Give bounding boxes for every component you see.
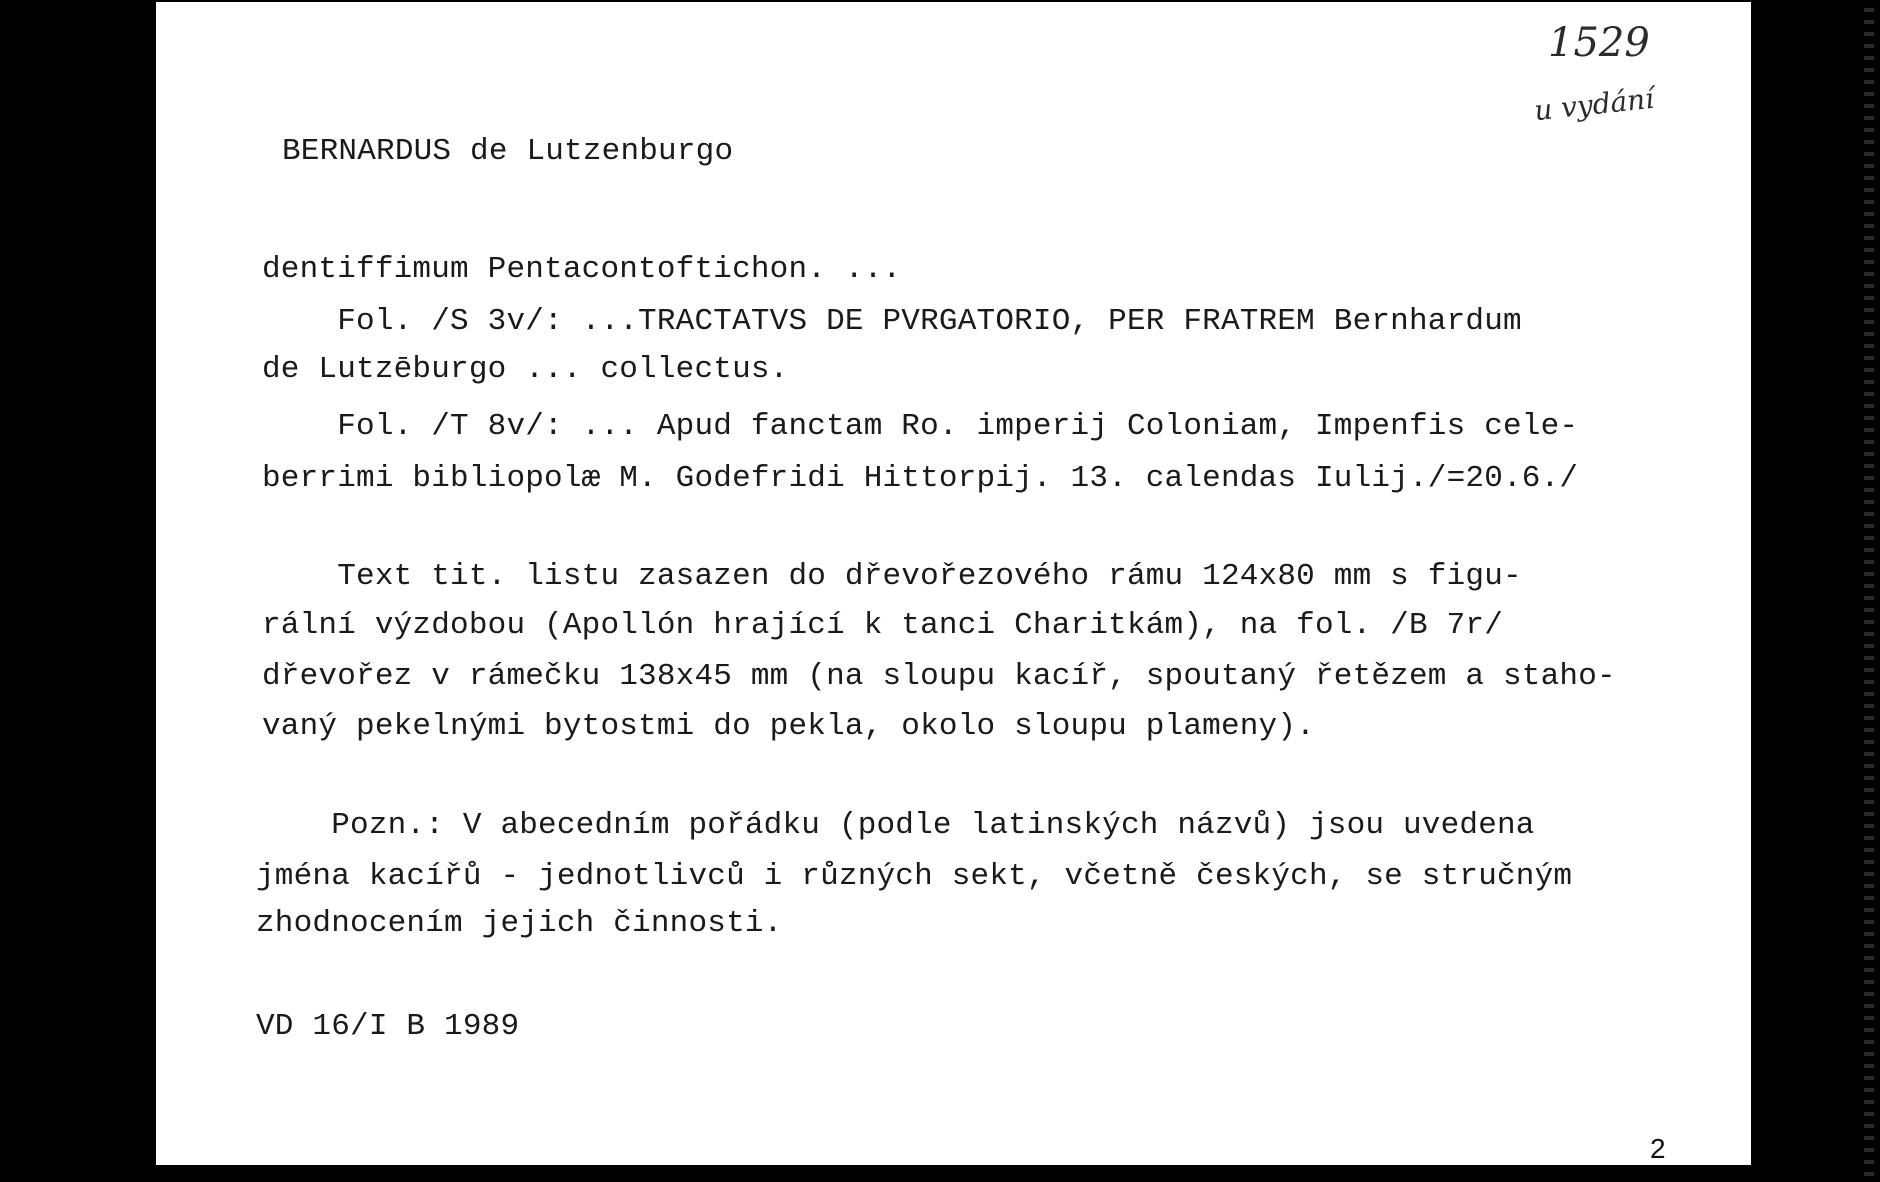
title-line: Fol. /S 3v/: ...TRACTATVS DE PVRGATORIO, PER FRATREM Bernhardum — [262, 304, 1522, 339]
author-heading: BERNARDUS de Lutzenburgo — [282, 134, 734, 169]
description-line: dřevořez v rámečku 138x45 mm (na sloupu kacíř, spoutaný řetězem a staho- — [262, 659, 1616, 694]
title-line: de Lutzēburgo ... collectus. — [262, 352, 789, 387]
description-line: rální výzdobou (Apollón hrající k tanci Charitkám), na fol. /B 7r/ — [262, 608, 1503, 643]
title-line: berrimi bibliopolæ M. Godefridi Hittorpij. 13. calendas Iulij./=20.6./ — [262, 461, 1579, 496]
note-line: zhodnocením jejich činnosti. — [256, 906, 783, 941]
reference-id: VD 16/I B 1989 — [256, 1009, 520, 1044]
note-line: jména kacířů - jednotlivců i různých sekt, včetně českých, se stručným — [256, 859, 1573, 894]
page-number: 2 — [1650, 1133, 1666, 1164]
handwritten-number: 1529 — [1548, 20, 1650, 66]
description-line: vaný pekelnými bytostmi do pekla, okolo sloupu plameny). — [262, 709, 1315, 744]
title-line: Fol. /T 8v/: ... Apud fanctam Ro. imperij Coloniam, Impenfis cele- — [262, 409, 1579, 444]
handwritten-note: u vydání — [1532, 81, 1656, 128]
description-line: Text tit. listu zasazen do dřevořezového rámu 124x80 mm s figu- — [262, 559, 1522, 594]
title-line: dentiffimum Pentacontoftichon. ... — [262, 252, 902, 287]
note-line: Pozn.: V abecedním pořádku (podle latinských názvů) jsou uvedena — [256, 808, 1535, 843]
scan-edge-strip — [1864, 0, 1874, 1182]
